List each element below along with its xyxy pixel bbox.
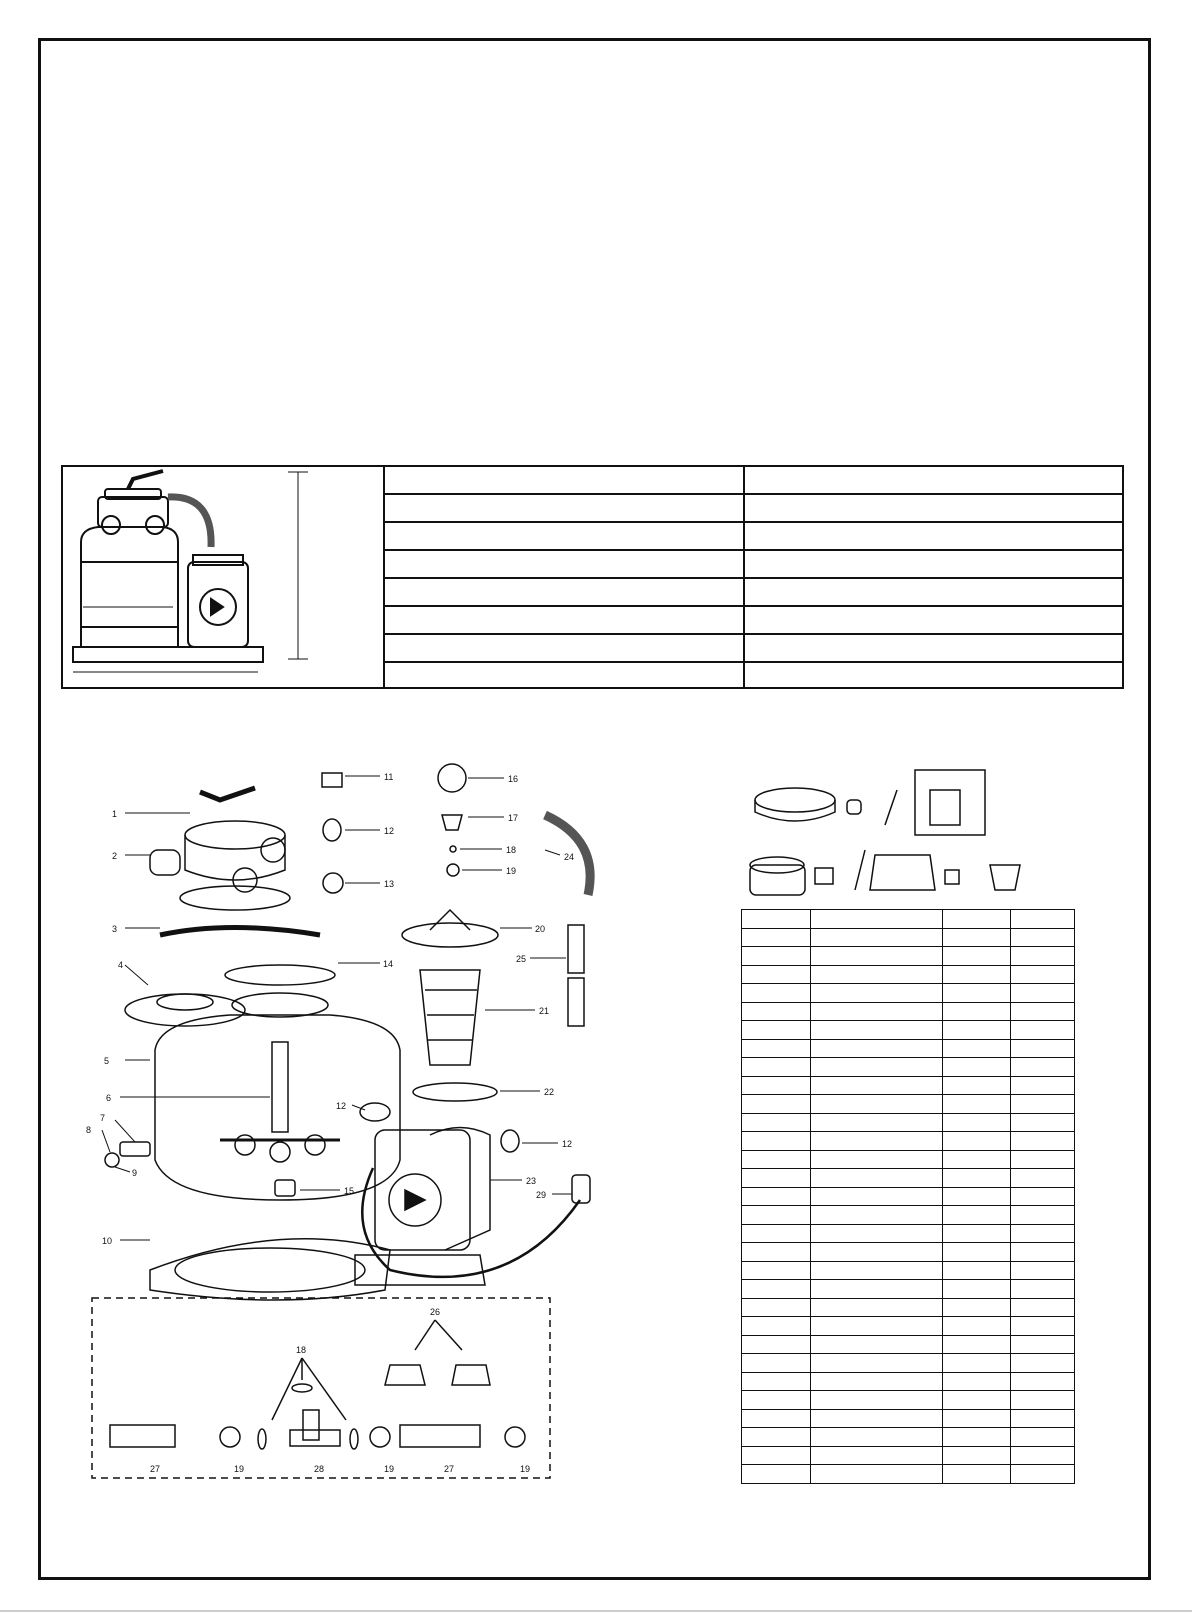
parts-cell [742, 1058, 811, 1077]
callout-24: 24 [564, 852, 575, 862]
spec-cell [384, 494, 744, 522]
spec-row [384, 578, 1123, 606]
exploded-parts-diagram [86, 772, 690, 1520]
parts-cell [742, 1224, 811, 1243]
spec-cell [744, 578, 1123, 606]
parts-cell [742, 1002, 811, 1021]
parts-cell [943, 1169, 1011, 1188]
parts-row [742, 1021, 1075, 1040]
callout-18b: 18 [296, 1345, 307, 1355]
parts-cell [1011, 1076, 1075, 1095]
parts-row [742, 1446, 1075, 1465]
parts-cell [811, 910, 943, 929]
parts-cell [811, 965, 943, 984]
parts-cell [742, 1076, 811, 1095]
parts-cell [1011, 1150, 1075, 1169]
parts-cell [811, 1243, 943, 1262]
parts-cell [742, 1113, 811, 1132]
spec-cell [744, 662, 1123, 689]
parts-cell [943, 1372, 1011, 1391]
parts-row [742, 1224, 1075, 1243]
parts-cell [742, 1409, 811, 1428]
parts-cell [1011, 1132, 1075, 1151]
parts-cell [1011, 1058, 1075, 1077]
parts-cell [811, 947, 943, 966]
parts-row [742, 984, 1075, 1003]
parts-cell [943, 1261, 1011, 1280]
parts-cell [1011, 1428, 1075, 1447]
parts-row [742, 1372, 1075, 1391]
spec-cell [744, 467, 1123, 494]
callout-2: 2 [112, 851, 118, 861]
parts-cell [943, 1058, 1011, 1077]
parts-cell [1011, 1261, 1075, 1280]
parts-row [742, 965, 1075, 984]
parts-list-table [741, 909, 1075, 1484]
parts-cell [943, 1113, 1011, 1132]
spec-row [384, 494, 1123, 522]
parts-cell [943, 984, 1011, 1003]
parts-cell [742, 1243, 811, 1262]
parts-cell [742, 1095, 811, 1114]
parts-cell [1011, 1021, 1075, 1040]
parts-row [742, 1187, 1075, 1206]
parts-cell [1011, 1113, 1075, 1132]
parts-cell [943, 1076, 1011, 1095]
parts-cell [742, 1446, 811, 1465]
parts-cell [742, 1298, 811, 1317]
parts-cell [811, 928, 943, 947]
parts-cell [742, 1391, 811, 1410]
spec-cell [744, 550, 1123, 578]
parts-cell [811, 1058, 943, 1077]
parts-cell [811, 984, 943, 1003]
parts-cell [742, 1206, 811, 1225]
callout-9: 9 [132, 1168, 138, 1178]
callout-28: 28 [314, 1464, 325, 1474]
parts-cell [811, 1150, 943, 1169]
parts-cell [742, 1132, 811, 1151]
parts-row [742, 1465, 1075, 1484]
parts-cell [943, 1409, 1011, 1428]
spec-row [384, 467, 1123, 494]
parts-cell [811, 1095, 943, 1114]
parts-cell [811, 1335, 943, 1354]
callout-6: 6 [106, 1093, 112, 1103]
parts-cell [742, 1021, 811, 1040]
parts-cell [742, 1150, 811, 1169]
spec-cell [384, 606, 744, 634]
parts-cell [943, 1465, 1011, 1484]
spec-cell [384, 550, 744, 578]
parts-row [742, 1428, 1075, 1447]
parts-cell [943, 928, 1011, 947]
callout-21: 21 [539, 1006, 550, 1016]
parts-cell [1011, 928, 1075, 947]
parts-cell [742, 1169, 811, 1188]
parts-cell [742, 1039, 811, 1058]
parts-cell [943, 1317, 1011, 1336]
parts-cell [811, 1002, 943, 1021]
parts-cell [811, 1317, 943, 1336]
spec-row [384, 522, 1123, 550]
parts-cell [1011, 1187, 1075, 1206]
callout-3: 3 [112, 924, 118, 934]
specification-table [383, 467, 1123, 689]
callout-19b: 19 [234, 1464, 245, 1474]
parts-cell [1011, 1039, 1075, 1058]
parts-cell [811, 1372, 943, 1391]
parts-cell [811, 1021, 943, 1040]
parts-cell [1011, 1409, 1075, 1428]
parts-cell [742, 1261, 811, 1280]
parts-row [742, 1280, 1075, 1299]
callout-27a: 27 [150, 1464, 161, 1474]
parts-cell [811, 1224, 943, 1243]
parts-cell [811, 1409, 943, 1428]
spec-cell [384, 578, 744, 606]
parts-cell [1011, 1243, 1075, 1262]
parts-row [742, 1391, 1075, 1410]
spec-cell [384, 467, 744, 494]
parts-cell [1011, 1224, 1075, 1243]
parts-row [742, 1409, 1075, 1428]
callout-4: 4 [118, 960, 124, 970]
parts-cell [943, 1095, 1011, 1114]
callout-14: 14 [383, 959, 394, 969]
parts-cell [742, 910, 811, 929]
parts-row [742, 947, 1075, 966]
spec-cell [744, 494, 1123, 522]
parts-cell [811, 1113, 943, 1132]
callout-25: 25 [516, 954, 527, 964]
parts-cell [1011, 1298, 1075, 1317]
parts-row [742, 1261, 1075, 1280]
page-bottom-edge [0, 1606, 1192, 1617]
callout-17: 17 [508, 813, 519, 823]
parts-cell [1011, 910, 1075, 929]
parts-cell [1011, 1335, 1075, 1354]
callout-1: 1 [112, 809, 118, 819]
parts-cell [943, 1335, 1011, 1354]
parts-cell [811, 1298, 943, 1317]
callout-13: 13 [384, 879, 395, 889]
parts-row [742, 1150, 1075, 1169]
parts-cell [943, 1150, 1011, 1169]
parts-cell [742, 1335, 811, 1354]
parts-cell [1011, 1465, 1075, 1484]
callout-29: 29 [536, 1190, 547, 1200]
spec-row [384, 634, 1123, 662]
parts-cell [1011, 1280, 1075, 1299]
parts-cell [943, 1243, 1011, 1262]
parts-cell [811, 1187, 943, 1206]
spec-row [384, 606, 1123, 634]
callout-22: 22 [544, 1087, 555, 1097]
parts-cell [742, 1317, 811, 1336]
parts-row [742, 1169, 1075, 1188]
parts-cell [1011, 1446, 1075, 1465]
callout-5: 5 [104, 1056, 110, 1066]
parts-cell [1011, 984, 1075, 1003]
parts-cell [811, 1132, 943, 1151]
parts-cell [1011, 947, 1075, 966]
parts-cell [811, 1446, 943, 1465]
parts-cell [943, 1428, 1011, 1447]
parts-row [742, 1058, 1075, 1077]
parts-cell [742, 965, 811, 984]
parts-cell [1011, 965, 1075, 984]
parts-cell [811, 1206, 943, 1225]
spec-cell [744, 634, 1123, 662]
parts-cell [1011, 1206, 1075, 1225]
parts-cell [742, 1354, 811, 1373]
callout-16: 16 [508, 774, 519, 784]
parts-cell [943, 1039, 1011, 1058]
parts-cell [943, 965, 1011, 984]
parts-cell [811, 1261, 943, 1280]
parts-row [742, 1113, 1075, 1132]
callout-19: 19 [506, 866, 517, 876]
spec-cell [384, 522, 744, 550]
parts-cell [811, 1354, 943, 1373]
parts-cell [1011, 1095, 1075, 1114]
spec-row [384, 662, 1123, 689]
parts-row [742, 1095, 1075, 1114]
parts-row [742, 1206, 1075, 1225]
callout-19d: 19 [520, 1464, 531, 1474]
parts-row [742, 1317, 1075, 1336]
parts-cell [1011, 1317, 1075, 1336]
parts-row [742, 1002, 1075, 1021]
parts-cell [943, 1298, 1011, 1317]
parts-row [742, 1243, 1075, 1262]
parts-cell [943, 1280, 1011, 1299]
parts-row [742, 1354, 1075, 1373]
callout-12c: 12 [562, 1139, 573, 1149]
parts-cell [943, 1132, 1011, 1151]
parts-cell [1011, 1372, 1075, 1391]
parts-cell [742, 1372, 811, 1391]
parts-cell [742, 1187, 811, 1206]
callout-12: 12 [384, 826, 395, 836]
callout-20: 20 [535, 924, 546, 934]
parts-cell [811, 1280, 943, 1299]
parts-cell [943, 1446, 1011, 1465]
callout-10: 10 [102, 1236, 113, 1246]
spec-cell [744, 606, 1123, 634]
callout-12b: 12 [336, 1101, 347, 1111]
callout-23: 23 [526, 1176, 537, 1186]
accessory-kit-images [745, 770, 1045, 900]
parts-cell [943, 1391, 1011, 1410]
spec-row [384, 550, 1123, 578]
parts-row [742, 928, 1075, 947]
parts-cell [943, 947, 1011, 966]
callout-7: 7 [100, 1113, 106, 1123]
parts-cell [811, 1169, 943, 1188]
parts-cell [811, 1076, 943, 1095]
callout-26: 26 [430, 1307, 441, 1317]
parts-cell [943, 1021, 1011, 1040]
filter-pump-dimension-drawing [63, 467, 383, 687]
parts-cell [742, 1280, 811, 1299]
parts-cell [811, 1465, 943, 1484]
parts-cell [943, 1002, 1011, 1021]
spec-cell [384, 662, 744, 689]
callout-19c: 19 [384, 1464, 395, 1474]
parts-row [742, 1335, 1075, 1354]
parts-cell [811, 1391, 943, 1410]
spec-cell [744, 522, 1123, 550]
parts-cell [943, 910, 1011, 929]
callout-8: 8 [86, 1125, 92, 1135]
parts-row [742, 1132, 1075, 1151]
callout-27b: 27 [444, 1464, 455, 1474]
parts-cell [943, 1354, 1011, 1373]
parts-cell [811, 1428, 943, 1447]
parts-cell [943, 1187, 1011, 1206]
spec-cell [384, 634, 744, 662]
parts-cell [742, 1428, 811, 1447]
parts-row [742, 1076, 1075, 1095]
parts-row [742, 1298, 1075, 1317]
parts-cell [1011, 1169, 1075, 1188]
parts-cell [742, 1465, 811, 1484]
parts-cell [943, 1224, 1011, 1243]
parts-cell [742, 928, 811, 947]
parts-cell [742, 984, 811, 1003]
parts-cell [1011, 1002, 1075, 1021]
parts-cell [943, 1206, 1011, 1225]
callout-15: 15 [344, 1186, 355, 1196]
parts-row [742, 910, 1075, 929]
parts-cell [742, 947, 811, 966]
parts-row [742, 1039, 1075, 1058]
parts-cell [811, 1039, 943, 1058]
parts-cell [1011, 1354, 1075, 1373]
parts-cell [1011, 1391, 1075, 1410]
callout-18: 18 [506, 845, 517, 855]
callout-11: 11 [384, 772, 394, 782]
